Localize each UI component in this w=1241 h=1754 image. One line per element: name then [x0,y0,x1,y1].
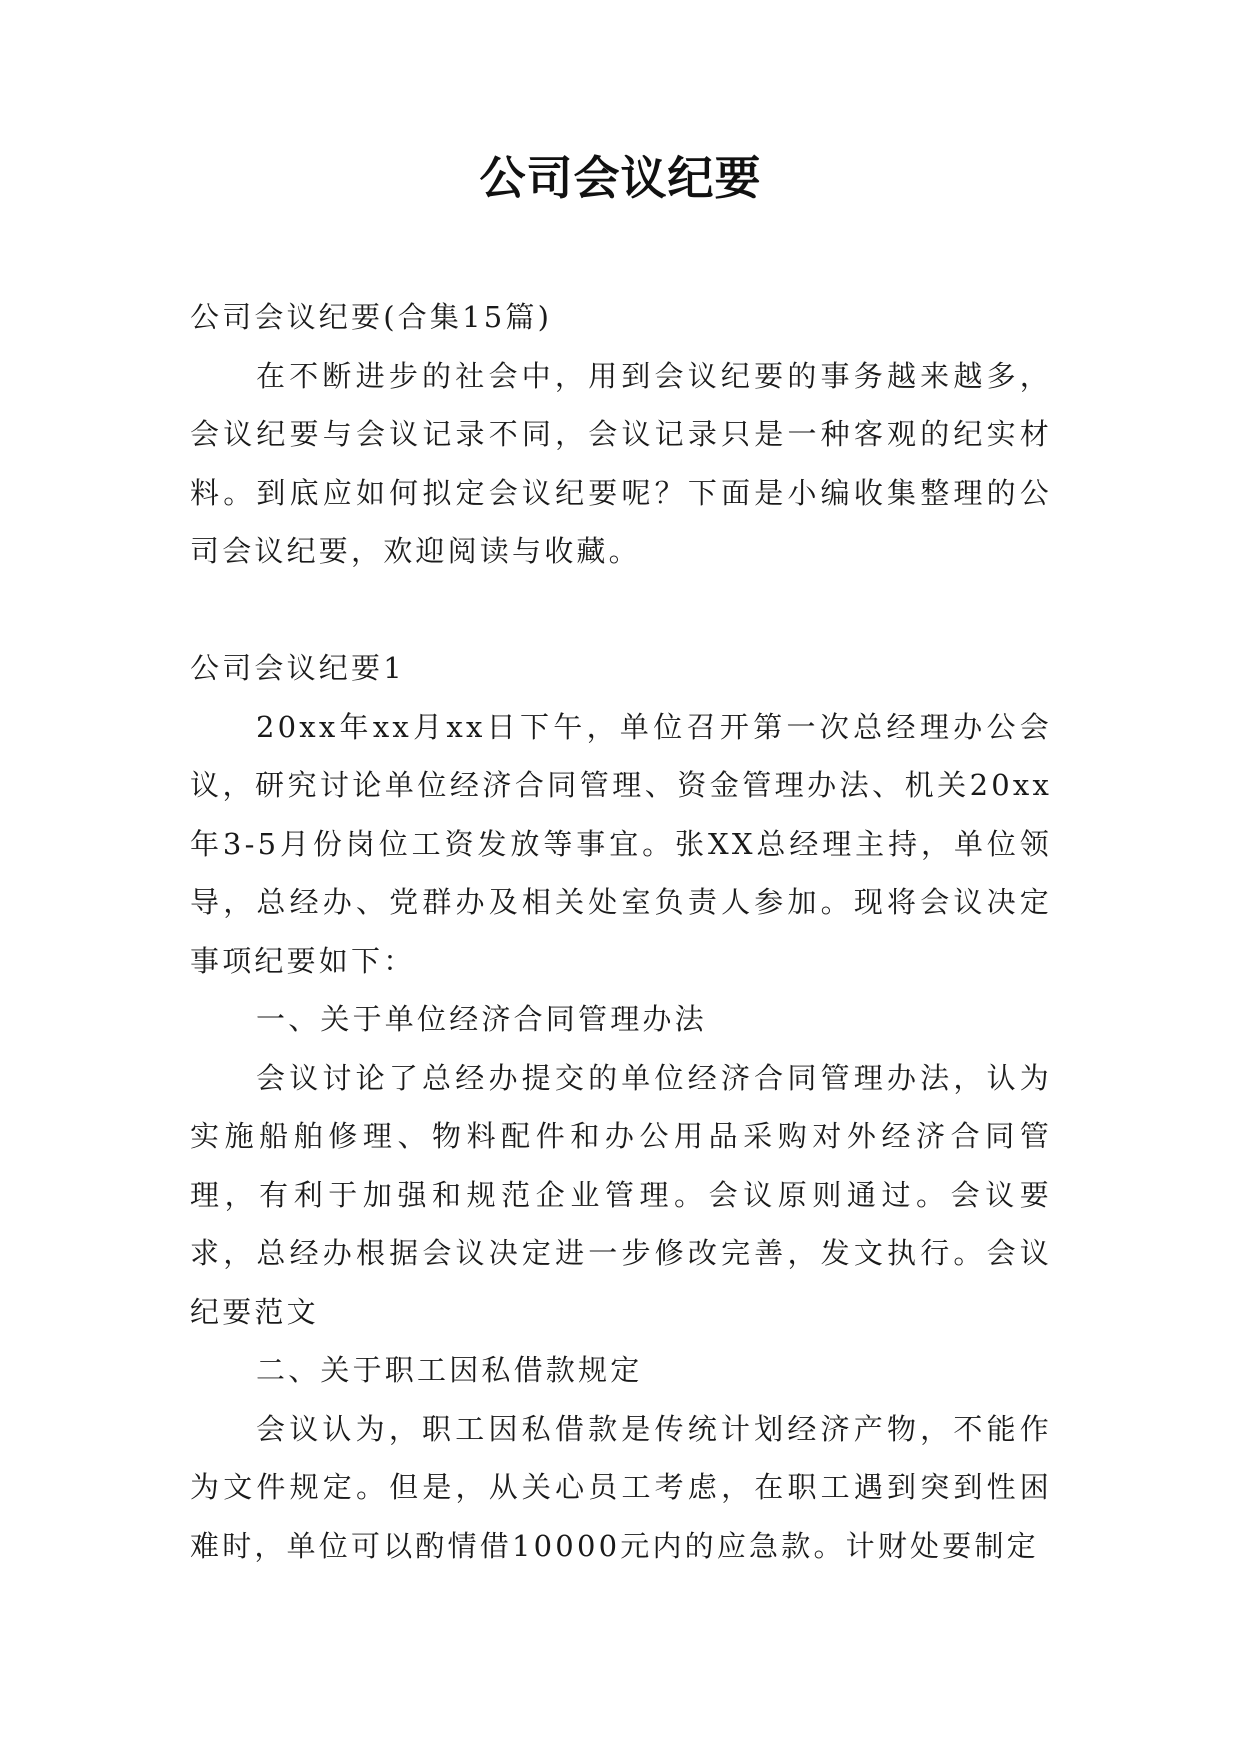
intro-paragraph: 在不断进步的社会中，用到会议纪要的事务越来越多，会议纪要与会议记录不同，会议记录只是一种客观的纪实材料。到底应如何拟定会议纪要呢？下面是小编收集整理的公司会议纪要，欢迎阅读与收藏。 [190,358,1052,568]
item-heading-contract: 一、关于单位经济合同管理办法 [256,1002,707,1036]
item-body-loans: 会议认为，职工因私借款是传统计划经济产物，不能作为文件规定。但是，从关心员工考虑，在职工遇到突到性困难时，单位可以酌情借10000元内的应急款。计财处要制定 [190,1411,1052,1563]
collection-line: 公司会议纪要(合集15篇) [190,300,553,334]
meeting-summary-paragraph: 20xx年xx月xx日下午，单位召开第一次总经理办公会议，研究讨论单位经济合同管理、资金管理办法、机关20xx年3-5月份岗位工资发放等事宜。张XX总经理主持，单位领导，总经办、党群办及相关处室负责人参加。现将会议决定事项纪要如下： [190,709,1052,978]
item-body-contract: 会议讨论了总经办提交的单位经济合同管理办法，认为实施船舶修理、物料配件和办公用品采购对外经济合同管理，有利于加强和规范企业管理。会议原则通过。会议要求，总经办根据会议决定进一步修改完善，发文执行。会议纪要范文 [190,1060,1052,1329]
document-body [190,288,1052,1575]
section-heading: 公司会议纪要1 [190,651,405,685]
item-heading-loans: 二、关于职工因私借款规定 [256,1353,643,1387]
paragraph-spacer [190,581,1052,640]
document-title: 公司会议纪要 [479,151,762,205]
